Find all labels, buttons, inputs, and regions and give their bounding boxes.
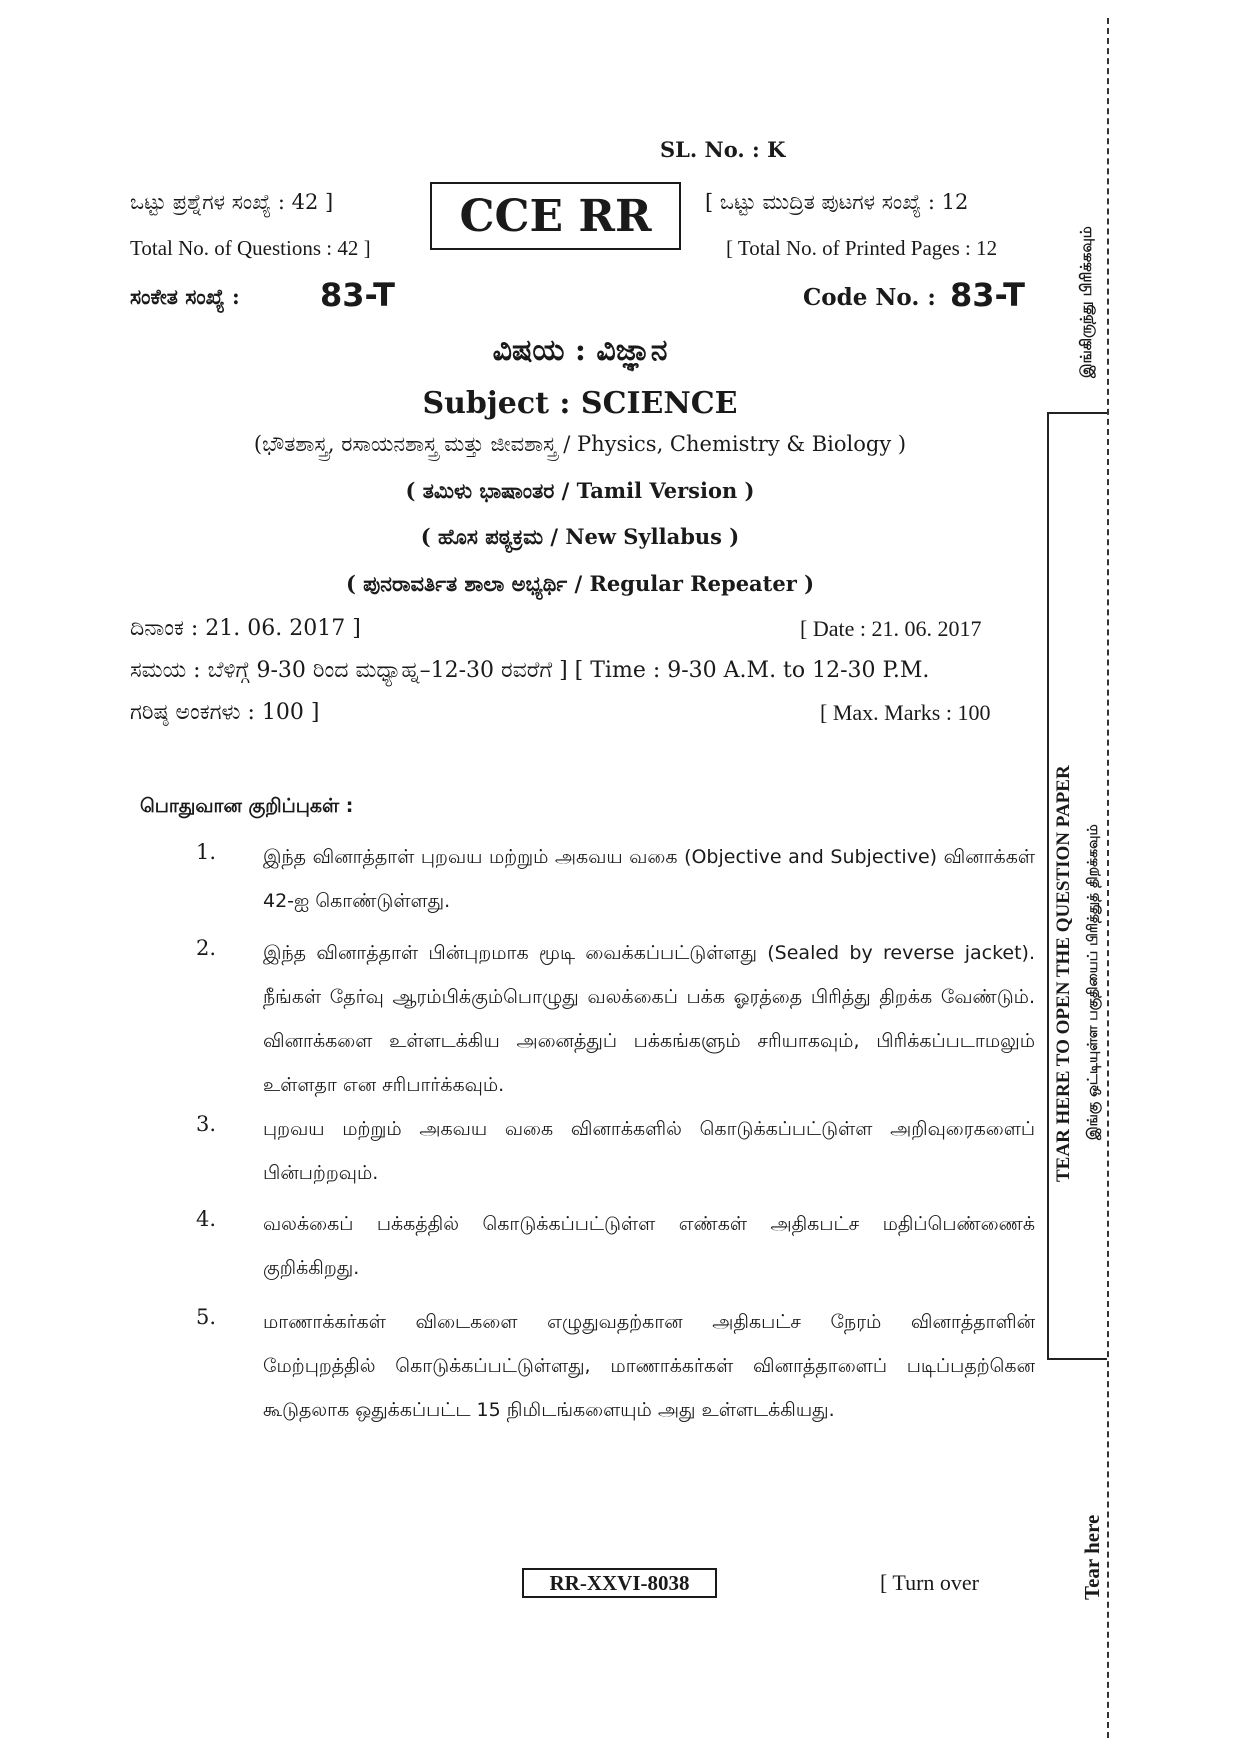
question-count-english: Total No. of Questions : 42 ] bbox=[130, 236, 371, 260]
instruction-number: 5. bbox=[196, 1305, 217, 1329]
syllabus-type: ( ಹೊಸ ಪಠ್ಯಕ್ರಮ / New Syllabus ) bbox=[420, 524, 740, 549]
tear-from-here-tamil: இங்கிருந்து பிரிக்கவும் bbox=[1077, 226, 1095, 378]
code-label-kannada: ಸಂಕೇತ ಸಂಖ್ಯೆ : bbox=[130, 284, 240, 309]
instruction-number: 2. bbox=[196, 936, 217, 960]
question-count-kannada: ಒಟ್ಟು ಪ್ರಶ್ನೆಗಳ ಸಂಖ್ಯೆ : 42 ] bbox=[130, 190, 334, 214]
tear-here-label: Tear here bbox=[1080, 1514, 1104, 1600]
instruction-text: புறவய மற்றும் அகவய வகை வினாக்களில் கொடுக்கப்பட்டுள்ள அறிவுரைகளைப் பின்பற்றவும். bbox=[263, 1118, 1035, 1184]
instruction-text: இந்த வினாத்தாள் பின்புறமாக மூடி வைக்கப்பட்டுள்ளது (Sealed by reverse jacket). நீங்கள் தேர்வு ஆரம்பிக்கும்பொழுது வலக்கைப் பக்க ஓரத்தை பிரித்து திறக்க வேண்டும். வினாக்களை உள்ளடக்கிய அனைத்துப் பக்கங்களும் சரியாகவும், பிரிக்கப்படாமலும் உள்ளதா என சரிபார்க்கவும். bbox=[263, 942, 1035, 1096]
instruction-text: வலக்கைப் பக்கத்தில் கொடுக்கப்பட்டுள்ள எண்கள் அதிகபட்ச மதிப்பெண்ணைக் குறிக்கிறது. bbox=[263, 1213, 1035, 1279]
max-marks-kannada: ಗರಿಷ್ಠ ಅಂಕಗಳು : 100 ] bbox=[130, 700, 320, 725]
max-marks-english: [ Max. Marks : 100 bbox=[820, 700, 991, 725]
code-value-english: 83-T bbox=[950, 276, 1025, 314]
instruction-text: மாணாக்கர்கள் விடைகளை எழுதுவதற்கான அதிகபட்ச நேரம் வினாத்தாளின் மேற்புறத்தில் கொடுக்கப்பட்டுள்ளது, மாணாக்கர்கள் வினாத்தாளைப் படிப்பதற்கென கூடுதலாக ஒதுக்கப்பட்ட 15 நிமிடங்களையும் அது உள்ளடக்கியது. bbox=[263, 1311, 1035, 1421]
exam-code-box: CCE RR bbox=[430, 182, 681, 250]
instruction-text: இந்த வினாத்தாள் புறவய மற்றும் அகவய வகை (Objective and Subjective) வினாக்கள் 42-ஐ கொண்டுள்ளது. bbox=[263, 846, 1035, 912]
subject-title-english: Subject : SCIENCE bbox=[422, 386, 738, 421]
tear-instruction-tamil: இங்கு ஒட்டியுள்ள பகுதியைப் பிரித்துத் திறக்கவும் bbox=[1085, 824, 1101, 1140]
page-count-english: [ Total No. of Printed Pages : 12 bbox=[726, 236, 998, 260]
code-label-english: Code No. : bbox=[803, 284, 936, 311]
language-version: ( ತಮಿಳು ಭಾಷಾಂತರ / Tamil Version ) bbox=[405, 478, 755, 503]
time-line: ಸಮಯ : ಬೆಳಿಗ್ಗೆ 9-30 ರಿಂದ ಮಧ್ಯಾಹ್ನ–12-30 ರವರೆಗೆ ] [ Time : 9-30 A.M. to 12-30 P.M. bbox=[130, 658, 930, 683]
paper-code-box: RR-XXVI-8038 bbox=[522, 1568, 717, 1598]
subject-title-kannada: ವಿಷಯ : ವಿಜ್ಞಾನ bbox=[492, 333, 668, 368]
tear-instruction-english: TEAR HERE TO OPEN THE QUESTION PAPER bbox=[1053, 765, 1074, 1182]
turn-over-note: [ Turn over bbox=[880, 1570, 980, 1595]
instructions-heading: பொதுவான குறிப்புகள் : bbox=[140, 795, 354, 817]
date-english: [ Date : 21. 06. 2017 bbox=[800, 616, 982, 641]
instruction-number: 3. bbox=[196, 1112, 217, 1136]
subject-branches: (ಭೌತಶಾಸ್ತ್ರ, ರಸಾಯನಶಾಸ್ತ್ರ ಮತ್ತು ಜೀವಶಾಸ್ತ್ರ / Physics, Chemistry & Biology ) bbox=[253, 432, 907, 456]
candidate-type: ( ಪುನರಾವರ್ತಿತ ಶಾಲಾ ಅಭ್ಯರ್ಥಿ / Regular Repeater ) bbox=[345, 571, 815, 596]
page-count-kannada: [ ಒಟ್ಟು ಮುದ್ರಿತ ಪುಟಗಳ ಸಂಖ್ಯೆ : 12 bbox=[705, 190, 969, 214]
tear-dashed-line[interactable] bbox=[1107, 18, 1109, 1738]
instruction-number: 4. bbox=[196, 1207, 217, 1231]
instruction-number: 1. bbox=[196, 840, 217, 864]
code-value-kannada: 83-T bbox=[320, 276, 395, 314]
serial-number: SL. No. : K bbox=[660, 137, 786, 162]
date-kannada: ದಿನಾಂಕ : 21. 06. 2017 ] bbox=[130, 616, 361, 641]
